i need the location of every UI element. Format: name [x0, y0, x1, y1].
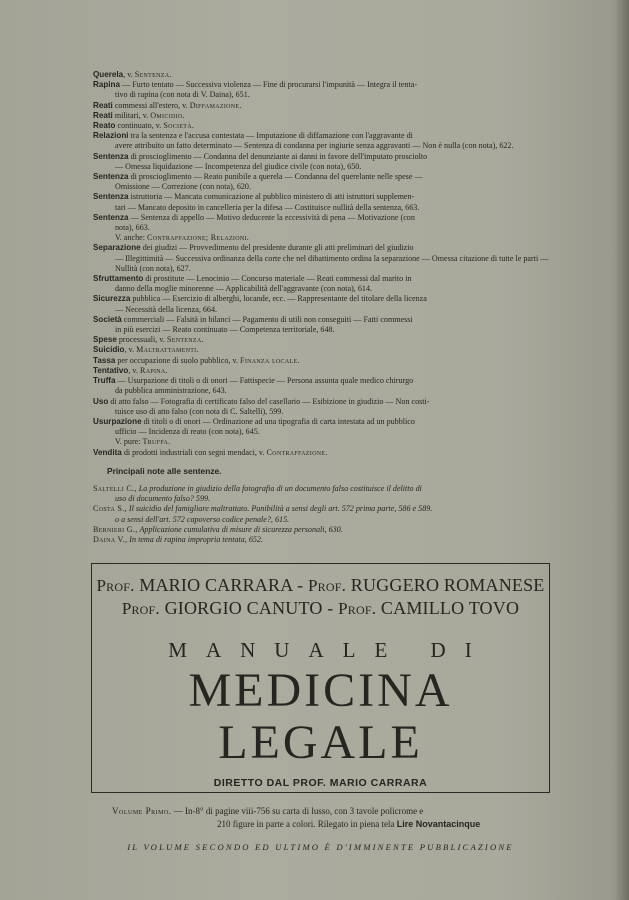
index-entry [93, 233, 555, 243]
index-term: Uso [93, 396, 109, 406]
index-entry [93, 111, 555, 121]
note-author: Saltelli C., [93, 483, 137, 493]
index-term: Rapina [93, 80, 120, 90]
note-author: Bernieri G., [93, 524, 138, 534]
index-text: di proscioglimento — Condanna del denunziante ai danni in favore dell'imputato prosciolto [128, 151, 428, 161]
index-cross-ref: Società. [163, 121, 195, 131]
index-continuation: avere attribuito un fatto determinato — Sentenza di condanna per ingiurie senza aggravanti — Non è nulla (con nota), 622. [115, 141, 514, 151]
prof-label: Prof. [96, 576, 135, 595]
index-term: Tentativo [93, 365, 129, 375]
index-text: commessi all'estero, v. [112, 100, 190, 110]
index-cross-ref: Contraffazione. [266, 447, 328, 457]
index-term: Suicidio [93, 345, 125, 355]
index-cross-ref: Contraffazione; Relazioni. [147, 233, 250, 243]
binding-shadow [615, 0, 629, 900]
index-continuation: da pubblica amministrazione, 643. [115, 386, 227, 396]
index-text: , v. [124, 345, 137, 355]
price: Lire Novantacinque [396, 819, 481, 829]
note-item [93, 525, 555, 535]
index-text: di atto falso — Fotografia di certificato falso del casellario — Esibizione in giudizio — Non costi- [108, 396, 430, 406]
index-continuation: danno della moglie minorenne — Applicabilità dell'aggravante (con nota), 614. [115, 284, 373, 294]
index-entry [93, 213, 555, 233]
index-entry [93, 274, 555, 294]
index-text: tra la sentenza e l'accusa contestata — Imputazione di diffamazione con l'aggravante di [128, 131, 413, 141]
index-entry [93, 437, 555, 447]
upcoming-notice: IL VOLUME SECONDO ED ULTIMO È D'IMMINENTE PUBBLICAZIONE [127, 842, 514, 852]
index-entry [93, 172, 555, 192]
volume-description [92, 805, 549, 831]
note-item [93, 535, 555, 545]
index-entry [93, 366, 555, 376]
note-continuation: uso di documento falso? 599. [115, 494, 211, 504]
index-term: Reati [93, 110, 113, 120]
index-continuation: in più esercizi — Reato continuato — Competenza territoriale, 648. [115, 325, 335, 335]
authors [92, 574, 549, 620]
index-entry [93, 152, 555, 172]
index-entry [93, 101, 555, 111]
note-continuation: o a sensi dell'art. 572 capoverso codice penale?, 615. [115, 514, 290, 524]
index-text: , v. [123, 70, 135, 79]
index-cross-ref: Finanza locale. [240, 355, 300, 365]
authors-line-2: Prof. GIORGIO CANUTO - Prof. CAMILLO TOVO [121, 598, 520, 618]
book-advertisement [91, 563, 550, 852]
volume-text: — In-8° di pagine viii-756 su carta di lusso, con 3 tavole policrome e [171, 806, 424, 816]
index-continuation: — Illegittimità — Successiva ordinanza della corte che nel dibattimento ordina la separazione — Omessa citazione di tutte le parti — Nullità (con nota), 627. [115, 253, 549, 273]
index-text: di prodotti industriali con segni mendaci, v. [121, 447, 267, 457]
index-term: Sentenza [93, 212, 129, 222]
index-term: Sfruttamento [93, 274, 144, 284]
index-text: dei giudizi — Provvedimento del presidente durante gli atti preliminari del giudizio [140, 243, 414, 253]
manuale-heading: MANUALE DI [168, 638, 491, 662]
index-term: Reato [93, 121, 116, 131]
index-term: Vendita [93, 447, 122, 457]
note-author: Costa S., [93, 504, 127, 514]
index-term: Società [93, 314, 122, 324]
index-entry [93, 397, 555, 417]
index-continuation: tuisce uso di atto falso (con nota di C. Saltelli), 599. [115, 406, 284, 416]
index-cross-ref: Truffa. [142, 437, 171, 447]
index-entry [93, 294, 555, 314]
index-entry [93, 80, 555, 100]
index-text: di prostitute — Lenocinio — Concorso materiale — Reati commessi dal marito in [143, 274, 412, 284]
index-text: continuato, v. [115, 121, 164, 131]
index-entry [93, 448, 555, 458]
volume-text-2: 210 figure in parte a colori. Rilegato in piena tela [217, 819, 397, 829]
index-term: Sentenza [93, 172, 129, 182]
index-entry [93, 70, 555, 80]
index-text: processuali, v. [116, 335, 167, 345]
author-name: CAMILLO TOVO [380, 598, 520, 618]
index-entry [93, 192, 555, 212]
index-term: Truffa [93, 376, 116, 386]
index-term: Spese [93, 335, 117, 345]
index-cross-ref: Rapina. [140, 365, 168, 375]
index-term: Querela [93, 70, 124, 79]
index-term: Usurpazione [93, 416, 142, 426]
authors-line-1: Prof. MARIO CARRARA - Prof. RUGGERO ROMANESE [96, 575, 545, 595]
index-text: — Usurpazione di titoli o di onori — Fattispecie — Persona assunta quale medico chirurgo [115, 376, 414, 386]
index-text: — Furto tentato — Successiva violenza — Fine di procurarsi l'impunità — Integra il tenta- [120, 80, 418, 90]
index-text: pubblica — Esercizio di alberghi, locande, ecc. — Rappresentante del titolare della licenza [130, 294, 427, 304]
index-text: di titoli o di onori — Ordinazione ad una tipografia di carta intestata ad un pubblico [141, 416, 415, 426]
index-entry [93, 243, 555, 274]
note-title: Applicazione cumulativa di misure di sicurezza personali, 630. [137, 524, 343, 534]
index-cross-ref: Sentenza. [134, 70, 172, 79]
note-title: Il suicidio del famigliare maltrattato. Punibilità a sensi degli art. 572 prima parte, 586 e 589. [126, 504, 433, 514]
index-text: commerciali — Falsità in bilanci — Pagamento di utili non conseguiti — Fatti commessi [121, 314, 413, 324]
index-term: Sentenza [93, 151, 129, 161]
notes-heading: Principali note alle sentenze. [107, 465, 222, 476]
index-text: — Sentenza di appello — Motivo deducente la eccessività di pena — Motivazione (con [128, 212, 415, 222]
index-term: Separazione [93, 243, 141, 253]
index-continuation: — Necessità della licenza, 664. [115, 304, 218, 314]
prof-label: Prof. [121, 599, 160, 618]
index-continuation: tari — Mancato deposito in cancelleria per la difesa — Costituisce nullità della sentenza, 663. [115, 202, 420, 212]
index-text: V. pure: [115, 437, 143, 447]
index-text: di proscioglimento — Reato punibile a querela — Condanna del querelante nelle spese — [128, 172, 423, 182]
prof-label: Prof. [338, 599, 377, 618]
index-cross-ref: Sentenza. [166, 335, 204, 345]
index-term: Sicurezza [93, 294, 131, 304]
index-cross-ref: Maltrattamenti. [136, 345, 199, 355]
subject-index [93, 70, 555, 545]
index-entry [93, 121, 555, 131]
index-entry [93, 356, 555, 366]
index-text: V. anche: [115, 233, 147, 243]
index-term: Reati [93, 100, 113, 110]
index-text: militari, v. [112, 110, 151, 120]
index-text: istruttoria — Mancata comunicazione al pubblico ministero di atti istruttori supplemen- [128, 192, 415, 202]
index-cross-ref: Omicidio. [150, 110, 185, 120]
index-entry [93, 131, 555, 151]
index-term: Tassa [93, 355, 116, 365]
index-continuation: ufficio — Incidenza di reato (con nota), 645. [115, 427, 260, 437]
note-item [93, 504, 555, 524]
book-title: MEDICINA LEGALE [188, 664, 453, 769]
editor-line: DIRETTO DAL PROF. MARIO CARRARA [213, 777, 428, 789]
index-term: Relazioni [93, 131, 129, 141]
index-cross-ref: Diffamazione. [189, 100, 242, 110]
index-entry [93, 417, 555, 437]
index-entry [93, 376, 555, 396]
prof-label: Prof. [308, 576, 347, 595]
notes-list [93, 484, 555, 545]
author-name: RUGGERO ROMANESE [350, 575, 545, 595]
note-title: In tema di rapina impropria tentata, 652. [127, 534, 263, 544]
note-author: Daina V., [93, 534, 128, 544]
index-text: , v. [128, 365, 140, 375]
index-continuation: nota), 663. [115, 223, 150, 233]
author-name: GIORGIO CANUTO [164, 598, 323, 618]
index-entry [93, 345, 555, 355]
index-term: Sentenza [93, 192, 129, 202]
index-entry [93, 335, 555, 345]
index-continuation: tivo di rapina (con nota di V. Daina), 651. [115, 90, 250, 100]
note-item [93, 484, 555, 504]
volume-label: Volume Primo. [112, 806, 172, 816]
index-continuation: — Omessa liquidazione — Incompetenza del giudice civile (con nota), 650. [115, 161, 362, 171]
index-entry [93, 315, 555, 335]
index-text: per occupazione di suolo pubblico, v. [115, 355, 241, 365]
note-title: La produzione in giudizio della fotografia di un documento falso costituisce il delitto di [136, 483, 422, 493]
index-continuation: Omissione — Correzione (con nota), 620. [115, 182, 251, 192]
author-name: MARIO CARRARA [139, 575, 293, 595]
